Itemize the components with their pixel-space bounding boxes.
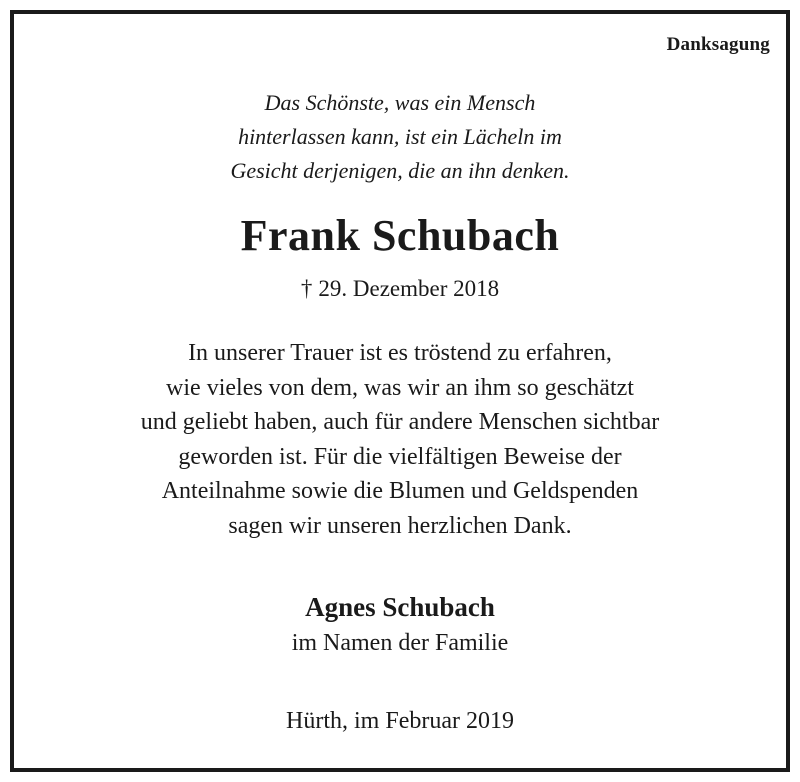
message-line: wie vieles von dem, was wir an ihm so geschätzt xyxy=(166,374,634,401)
quote-line: hinterlassen kann, ist ein Lächeln im xyxy=(238,124,562,149)
death-date: 29. Dezember 2018 xyxy=(318,276,500,301)
death-info xyxy=(14,276,786,302)
message-line: Anteilnahme sowie die Blumen und Geldspenden xyxy=(161,478,639,504)
deceased-name: Frank Schubach xyxy=(240,211,560,260)
quote-line: Das Schönste, was ein Mensch xyxy=(264,90,536,115)
signer-name: Agnes Schubach xyxy=(305,592,495,622)
message-line: sagen wir unseren herzlichen Dank. xyxy=(228,512,572,539)
memorial-quote xyxy=(14,86,786,188)
message-line: geworden ist. Für die vielfältigen Beweise der xyxy=(178,443,622,470)
signer-subtitle: im Namen der Familie xyxy=(291,630,509,656)
message-line: In unserer Trauer ist es tröstend zu erfahren, xyxy=(188,340,612,366)
notice-frame xyxy=(10,10,790,772)
category-label: Danksagung xyxy=(666,34,770,55)
place-and-date: Hürth, im Februar 2019 xyxy=(286,708,514,734)
thank-you-message xyxy=(14,336,786,543)
cross-icon: † xyxy=(300,276,313,301)
message-line: und geliebt haben, auch für andere Menschen sichtbar xyxy=(140,409,660,435)
quote-line: Gesicht derjenigen, die an ihn denken. xyxy=(230,158,570,183)
